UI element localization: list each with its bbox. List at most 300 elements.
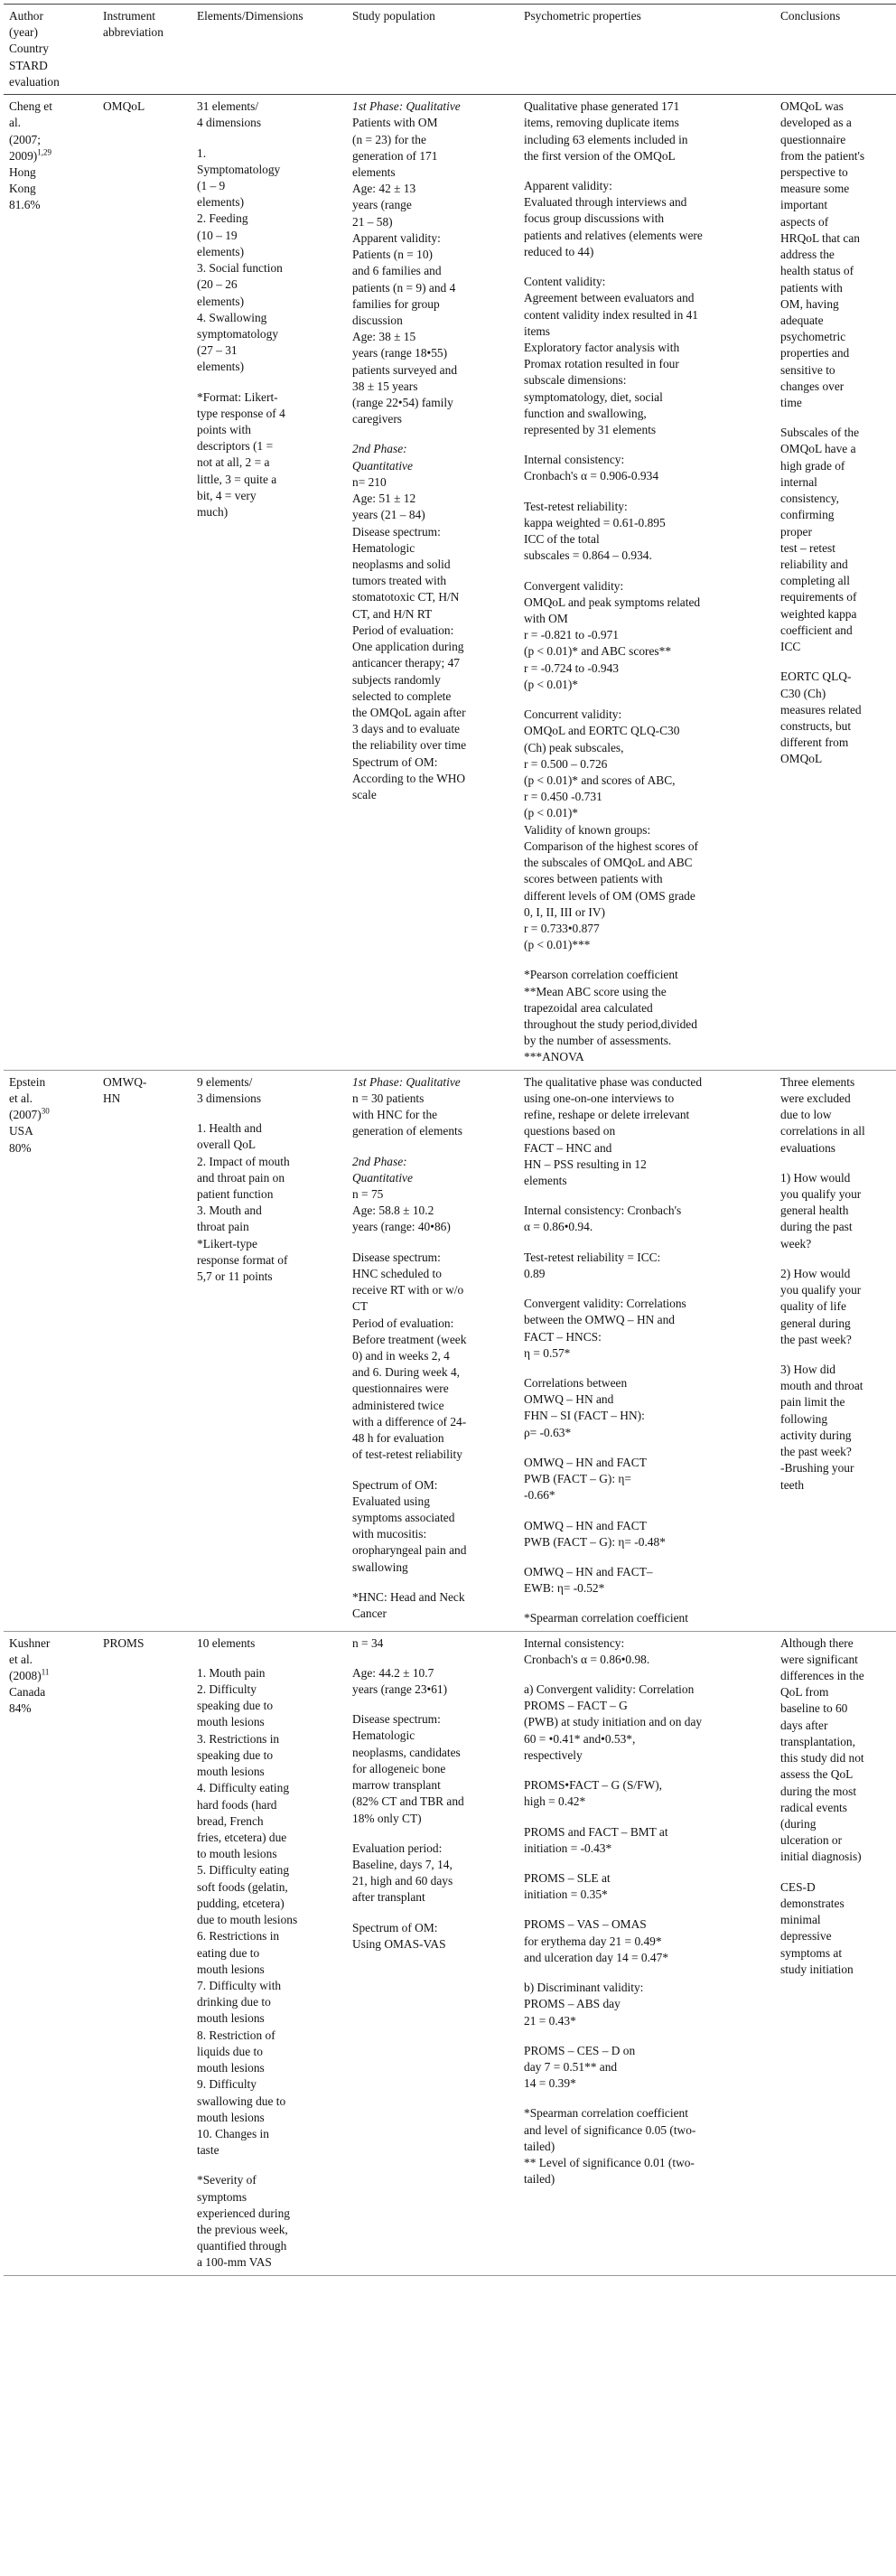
psychometric-line: including 63 elements included in — [524, 132, 688, 146]
conclusions-line: reliability and — [780, 557, 848, 571]
elements-line: 3 dimensions — [197, 1091, 262, 1105]
elements-line: bit, 4 = very — [197, 488, 257, 502]
psychometric-line: initiation = 0.35* — [524, 1888, 608, 1902]
study-row — [4, 95, 896, 1071]
psychometric-line: The qualitative phase was conducted — [524, 1074, 703, 1089]
conclusions-line: coefficient and — [780, 623, 853, 637]
conclusions-line: completing all — [780, 574, 850, 588]
population-line: (range 22•54) family — [352, 396, 453, 410]
header-abbreviation — [98, 5, 191, 95]
line-gap — [524, 1362, 770, 1375]
conclusions-line: due to low — [780, 1108, 832, 1122]
psychometric-line: with OM — [524, 612, 568, 625]
line-gap — [524, 438, 770, 452]
elements-line: symptomatology — [197, 326, 279, 341]
elements-cell — [191, 1070, 347, 1631]
population-line: elements — [352, 164, 396, 179]
elements-line: 1. — [197, 145, 207, 160]
conclusions-line: the past week? — [780, 1332, 852, 1346]
elements-line: 4. Difficulty eating — [197, 1781, 290, 1795]
author-line: $(2008)^{11}$ — [9, 1667, 50, 1683]
conclusions-line: 1) How would — [780, 1170, 851, 1185]
author-line: Hong — [9, 164, 36, 179]
abbreviation-cell — [98, 1070, 191, 1631]
elements-line: 3. Restrictions in — [197, 1731, 280, 1746]
line-gap — [524, 1903, 770, 1916]
conclusions-line: 3) How did — [780, 1362, 835, 1376]
population-line: According to the WHO — [352, 771, 466, 785]
elements-line: not at all, 2 = a — [197, 455, 270, 470]
conclusions-line: general during — [780, 1316, 851, 1330]
elements-line: elements) — [197, 195, 245, 210]
population-line: Hematologic — [352, 540, 415, 555]
author-line: Kushner — [9, 1635, 51, 1650]
header-author — [4, 5, 98, 95]
psychometric-line: HN – PSS resulting in 12 — [524, 1157, 647, 1171]
psychometric-line: Evaluated through interviews and — [524, 195, 687, 210]
conclusions-line: sensitive to — [780, 362, 835, 377]
line-gap — [524, 1504, 770, 1518]
psychometric-line: subscale dimensions: — [524, 373, 627, 388]
conclusions-line: OMQoL was — [780, 99, 844, 114]
population-cell — [347, 1631, 518, 2275]
psychometric-line: *Spearman correlation coefficient — [524, 2106, 688, 2121]
elements-line: liquids due to — [197, 2044, 263, 2058]
author-cell — [4, 95, 98, 1071]
line-gap — [524, 1668, 770, 1681]
population-line: patients (n = 9) and 4 — [352, 280, 456, 295]
psychometric-line: function and swallowing, — [524, 406, 647, 420]
psychometric-line: Cronbach's α = 0.906-0.934 — [524, 469, 659, 483]
psychometric-line: Convergent validity: Correlations — [524, 1297, 686, 1311]
elements-line: little, 3 = quite a — [197, 472, 277, 486]
psychometric-instruments-table — [4, 4, 896, 2276]
psychometric-line: (p < 0.01)* and scores of ABC, — [524, 773, 676, 787]
line-gap — [524, 2092, 770, 2105]
elements-line: quantified through — [197, 2239, 287, 2253]
psychometric-line: Qualitative phase generated 171 — [524, 99, 680, 114]
population-line: Disease spectrum: — [352, 1712, 441, 1727]
elements-line: (10 – 19 — [197, 228, 238, 242]
elements-line: *Likert-type — [197, 1236, 257, 1251]
conclusions-line: week? — [780, 1236, 812, 1251]
conclusions-line: you qualify your — [780, 1283, 862, 1297]
conclusions-line: CES-D — [780, 1879, 816, 1894]
psychometric-line: *Pearson correlation coefficient — [524, 968, 678, 982]
population-line: 3 days and to evaluate — [352, 722, 460, 736]
psychometric-line: content validity index resulted in 41 — [524, 307, 699, 322]
line-gap — [352, 1698, 513, 1711]
conclusions-line: radical events — [780, 1800, 847, 1814]
conclusions-line: ICC — [780, 640, 801, 654]
conclusions-cell — [775, 1631, 896, 2275]
conclusions-line: you qualify your — [780, 1187, 862, 1201]
line-gap — [352, 1652, 513, 1665]
line-gap — [524, 1550, 770, 1564]
conclusions-line: important — [780, 198, 828, 212]
conclusions-line: consistency, — [780, 492, 839, 506]
elements-line: 1. Health and — [197, 1121, 262, 1136]
elements-line: a 100-mm VAS — [197, 2255, 272, 2270]
conclusions-line: weighted kappa — [780, 606, 857, 621]
psychometric-line: PROMS and FACT – BMT at — [524, 1824, 668, 1839]
header-author-line: Country — [9, 42, 49, 56]
population-line: Age: 38 ± 15 — [352, 330, 416, 344]
line-gap — [780, 1866, 896, 1879]
population-line: *HNC: Head and Neck — [352, 1589, 465, 1604]
conclusions-line: patients with — [780, 280, 843, 295]
line-gap — [780, 411, 896, 425]
conclusions-line: high grade of — [780, 458, 845, 473]
psychometric-line: ***ANOVA — [524, 1050, 584, 1064]
elements-line: 3. Mouth and — [197, 1204, 262, 1218]
conclusions-line: pain limit the — [780, 1395, 845, 1410]
population-line: 0) and in weeks 2, 4 — [352, 1348, 450, 1363]
psychometric-line: patients and relatives (elements were — [524, 228, 703, 242]
elements-line: eating due to — [197, 1945, 260, 1960]
psychometric-line: tailed) — [524, 2172, 555, 2187]
author-line: Canada — [9, 1685, 46, 1700]
population-line: years (range 18•55) — [352, 346, 448, 361]
psychometric-line: 21 = 0.43* — [524, 2013, 576, 2028]
psychometric-line: PWB (FACT – G): η= — [524, 1472, 631, 1486]
conclusions-line: perspective to — [780, 164, 848, 179]
population-line: oropharyngeal pain and — [352, 1543, 467, 1558]
author-line: Cheng et — [9, 99, 52, 114]
psychometric-line: and ulceration day 14 = 0.47* — [524, 1950, 669, 1964]
psychometric-line: Internal consistency: Cronbach's — [524, 1204, 682, 1218]
psychometric-line: (p < 0.01)*** — [524, 938, 591, 952]
line-gap — [524, 164, 770, 178]
population-line: CT — [352, 1299, 369, 1314]
population-line: with mucositis: — [352, 1527, 427, 1541]
conclusions-line: initial diagnosis) — [780, 1850, 862, 1864]
elements-line: (1 – 9 — [197, 178, 226, 192]
population-line: Cancer — [352, 1606, 387, 1621]
elements-line: much) — [197, 505, 229, 520]
conclusions-line: during the most — [780, 1784, 857, 1798]
elements-line: pudding, etcetera) — [197, 1896, 285, 1910]
abbreviation-cell — [98, 95, 191, 1071]
line-gap — [352, 1464, 513, 1477]
line-gap — [197, 1107, 341, 1120]
study-row — [4, 1631, 896, 2275]
elements-line: to mouth lesions — [197, 1847, 277, 1861]
elements-line: mouth lesions — [197, 2110, 265, 2124]
abbreviation-line: OMWQ- — [103, 1074, 147, 1089]
population-line: discussion — [352, 313, 403, 327]
population-line: (82% CT and TBR and — [352, 1794, 464, 1809]
conclusions-line: baseline to 60 — [780, 1701, 848, 1716]
population-line: of test-retest reliability — [352, 1447, 462, 1462]
psychometric-line: between the OMWQ – HN and — [524, 1313, 675, 1327]
conclusions-line: ulceration or — [780, 1833, 843, 1848]
elements-line: speaking due to — [197, 1699, 274, 1713]
psychometric-line: 60 = •0.41* and•0.53*, — [524, 1731, 636, 1746]
elements-line: 2. Difficulty — [197, 1682, 257, 1697]
elements-line: speaking due to — [197, 1747, 274, 1762]
population-line: Age: 42 ± 13 — [352, 182, 416, 196]
psychometric-line: r = 0.500 – 0.726 — [524, 756, 608, 771]
conclusions-line: study initiation — [780, 1962, 854, 1976]
psychometric-line: PROMS – CES – D on — [524, 2043, 636, 2057]
elements-line: fries, etcetera) due — [197, 1831, 287, 1844]
psychometric-line: r = 0.733•0.877 — [524, 921, 600, 935]
population-line: Apparent validity: — [352, 230, 441, 245]
elements-line: Symptomatology — [197, 162, 281, 176]
population-line: 48 h for evaluation — [352, 1431, 444, 1446]
population-line: (n = 23) for the — [352, 132, 426, 146]
psychometric-line: PROMS – FACT – G — [524, 1699, 628, 1713]
psychometric-line: **Mean ABC score using the — [524, 984, 667, 998]
elements-line: experienced during — [197, 2206, 290, 2220]
psychometric-line: Validity of known groups: — [524, 822, 651, 837]
author-line: $(2007)^{30}$ — [9, 1106, 50, 1122]
conclusions-line: aspects of — [780, 214, 829, 229]
conclusions-line: teeth — [780, 1477, 805, 1492]
psychometric-line: subscales = 0.864 – 0.934. — [524, 548, 652, 563]
elements-line: soft foods (gelatin, — [197, 1879, 288, 1894]
population-line: Period of evaluation: — [352, 623, 454, 637]
conclusions-line: properties and — [780, 346, 850, 361]
psychometric-line: Exploratory factor analysis with — [524, 340, 680, 354]
elements-line: 8. Restriction of — [197, 2028, 275, 2042]
author-line: 80% — [9, 1140, 32, 1155]
conclusions-line: psychometric — [780, 330, 846, 344]
elements-line: *Severity of — [197, 2173, 257, 2187]
conclusions-line: different from — [780, 735, 849, 750]
line-gap — [524, 1857, 770, 1870]
population-line: receive RT with or w/o — [352, 1283, 464, 1297]
elements-line: mouth lesions — [197, 1962, 265, 1976]
population-line: the OMQoL again after — [352, 705, 466, 719]
psychometric-line: symptomatology, diet, social — [524, 389, 663, 404]
psychometric-line: a) Convergent validity: Correlation — [524, 1682, 695, 1697]
conclusions-line: evaluations — [780, 1140, 835, 1155]
elements-line: 1. Mouth pain — [197, 1665, 266, 1680]
conclusions-line: EORTC QLQ- — [780, 670, 852, 684]
conclusions-line: the past week? — [780, 1445, 852, 1459]
population-line: generation of 171 — [352, 148, 438, 163]
psychometric-line: PROMS – VAS – OMAS — [524, 1917, 647, 1932]
psychometric-line: PROMS – ABS day — [524, 1997, 621, 2011]
elements-line: elements) — [197, 244, 245, 258]
elements-line: 2. Feeding — [197, 211, 248, 226]
conclusions-line: questionnaire — [780, 132, 846, 146]
population-line: Spectrum of OM: — [352, 1477, 438, 1492]
population-line: symptoms associated — [352, 1510, 455, 1524]
line-gap — [780, 655, 896, 669]
conclusions-line: measure some — [780, 182, 850, 196]
population-line: caregivers — [352, 412, 403, 426]
conclusions-line: 2) How would — [780, 1266, 851, 1280]
conclusions-line: Although there — [780, 1635, 854, 1650]
population-line: stomatotoxic CT, H/N — [352, 590, 460, 604]
header-abbr-line: abbreviation — [103, 25, 163, 40]
conclusions-line: confirming — [780, 508, 835, 522]
population-line: Spectrum of OM: — [352, 1920, 438, 1934]
conclusions-line: quality of life — [780, 1299, 846, 1314]
line-gap — [524, 1189, 770, 1203]
conclusions-line: activity during — [780, 1428, 852, 1442]
population-line: Spectrum of OM: — [352, 754, 438, 769]
population-line: Disease spectrum: — [352, 524, 441, 539]
author-line: 81.6% — [9, 198, 41, 212]
line-gap — [197, 2159, 341, 2172]
psychometric-line: day 7 = 0.51** and — [524, 2059, 618, 2074]
elements-line: type response of 4 — [197, 406, 285, 420]
conclusions-line: during the past — [780, 1220, 853, 1234]
elements-line: overall QoL — [197, 1138, 257, 1152]
elements-line: 5,7 or 11 points — [197, 1269, 273, 1284]
psychometric-line: scores between patients with — [524, 872, 663, 886]
psychometric-line: EWB: η= -0.52* — [524, 1581, 605, 1596]
population-line: 18% only CT) — [352, 1811, 422, 1825]
psychometric-line: 0.89 — [524, 1266, 546, 1280]
conclusions-line: OMQoL — [780, 752, 823, 766]
elements-line: throat pain — [197, 1220, 249, 1234]
header-row — [4, 5, 896, 95]
psychometric-line: Agreement between evaluators and — [524, 291, 695, 305]
population-line: the reliability over time — [352, 738, 467, 753]
line-gap — [524, 485, 770, 499]
line-gap — [524, 565, 770, 578]
header-conclusions: Conclusions — [775, 5, 896, 95]
psychometric-line: OMWQ – HN and — [524, 1392, 614, 1407]
psychometric-line: different levels of OM (OMS grade — [524, 888, 695, 903]
conclusions-line: demonstrates — [780, 1896, 845, 1910]
population-line: scale — [352, 788, 377, 802]
psychometric-line: by the number of assessments. — [524, 1034, 672, 1048]
conclusions-line: OMQoL have a — [780, 442, 856, 456]
population-line: Evaluation period: — [352, 1841, 443, 1855]
population-line: n = 34 — [352, 1635, 384, 1650]
reference-superscript: 30 — [41, 1106, 50, 1116]
line-gap — [780, 1252, 896, 1266]
line-gap — [352, 427, 513, 441]
elements-line: the previous week, — [197, 2223, 288, 2237]
table-header — [4, 5, 896, 95]
conclusions-line: test – retest — [780, 540, 835, 555]
psychometric-line: refine, reshape or delete irrelevant — [524, 1108, 690, 1122]
conclusions-line: constructs, but — [780, 718, 852, 733]
psychometric-line: initiation = -0.43* — [524, 1841, 612, 1855]
psychometric-line: items — [524, 323, 551, 338]
psychometric-line: 14 = 0.39* — [524, 2076, 576, 2091]
conclusions-line: -Brushing your — [780, 1461, 854, 1475]
psychometric-line: using one-on-one interviews to — [524, 1091, 675, 1105]
author-line: Kong — [9, 182, 36, 196]
psychometric-line: η = 0.57* — [524, 1345, 571, 1360]
conclusions-line: measures related — [780, 702, 862, 717]
population-line: Patients with OM — [352, 116, 438, 130]
psychometric-line: high = 0.42* — [524, 1794, 586, 1809]
psychometric-line: OMWQ – HN and FACT — [524, 1518, 647, 1532]
psychometric-cell — [518, 1631, 775, 2275]
abbreviation-line: OMQoL — [103, 99, 145, 114]
elements-line: *Format: Likert- — [197, 389, 278, 404]
elements-line: 7. Difficulty with — [197, 1978, 282, 1992]
conclusions-cell — [775, 1070, 896, 1631]
conclusions-line: transplantation, — [780, 1734, 855, 1748]
conclusions-line: differences in the — [780, 1669, 864, 1683]
psychometric-line: r = -0.724 to -0.943 — [524, 660, 619, 675]
population-line: for allogeneic bone — [352, 1761, 446, 1775]
population-line: n= 210 — [352, 474, 387, 489]
population-line: 1st Phase: Qualitative — [352, 99, 461, 114]
psychometric-line: (p < 0.01)* — [524, 806, 578, 820]
author-line: USA — [9, 1124, 33, 1138]
conclusions-line: time — [780, 396, 802, 410]
line-gap — [352, 1140, 513, 1154]
population-line: CT, and H/N RT — [352, 606, 433, 621]
population-line: patients surveyed and — [352, 362, 458, 377]
population-line: 2nd Phase: — [352, 1154, 407, 1168]
conclusions-line: proper — [780, 524, 812, 539]
elements-line: drinking due to — [197, 1995, 271, 2009]
psychometric-line: FACT – HNCS: — [524, 1329, 602, 1344]
elements-line: bread, French — [197, 1813, 264, 1828]
header-author-line: (year) — [9, 25, 38, 40]
psychometric-line: PWB (FACT – G): η= -0.48* — [524, 1534, 666, 1549]
population-line: 2nd Phase: — [352, 442, 407, 456]
line-gap — [524, 260, 770, 274]
psychometric-line: questions based on — [524, 1124, 616, 1138]
conclusions-line: C30 (Ch) — [780, 686, 826, 700]
population-line: marrow transplant — [352, 1778, 441, 1793]
psychometric-line: OMWQ – HN and FACT — [524, 1455, 647, 1469]
line-gap — [352, 1827, 513, 1841]
line-gap — [524, 1597, 770, 1610]
population-line: years (range 23•61) — [352, 1682, 448, 1697]
conclusions-line: symptoms at — [780, 1945, 843, 1960]
population-line: Quantitative — [352, 1170, 413, 1185]
population-line: subjects randomly — [352, 672, 441, 687]
population-line: Evaluated using — [352, 1494, 430, 1508]
population-line: years (range — [352, 198, 412, 212]
population-line: with a difference of 24- — [352, 1414, 467, 1429]
psychometric-line: Promax rotation resulted in four — [524, 357, 679, 371]
psychometric-line: Convergent validity: — [524, 578, 624, 593]
psychometric-line: ρ= -0.63* — [524, 1425, 572, 1439]
line-gap — [197, 1652, 341, 1665]
psychometric-line: elements — [524, 1174, 567, 1187]
conclusions-line: OM, having — [780, 296, 839, 311]
psychometric-line: -0.66* — [524, 1488, 555, 1503]
header-author-line: evaluation — [9, 74, 60, 89]
psychometric-line: Test-retest reliability = ICC: — [524, 1250, 661, 1264]
population-line: neoplasms, candidates — [352, 1745, 461, 1759]
psychometric-cell — [518, 95, 775, 1071]
population-line: HNC scheduled to — [352, 1266, 442, 1280]
population-cell — [347, 1070, 518, 1631]
psychometric-line: Correlations between — [524, 1375, 628, 1390]
psychometric-line: the subscales of OMQoL and ABC — [524, 856, 693, 870]
elements-line: and throat pain on — [197, 1170, 285, 1185]
line-gap — [524, 693, 770, 707]
population-line: n = 75 — [352, 1187, 384, 1201]
psychometric-line: and level of significance 0.05 (two- — [524, 2122, 696, 2137]
psychometric-line: kappa weighted = 0.61-0.895 — [524, 515, 666, 529]
elements-line: 2. Impact of mouth — [197, 1154, 290, 1168]
line-gap — [524, 1236, 770, 1250]
header-author-line: Author — [9, 9, 43, 23]
elements-cell — [191, 1631, 347, 2275]
abbreviation-line: HN — [103, 1091, 121, 1105]
elements-line: mouth lesions — [197, 1765, 265, 1779]
psychometric-line: (Ch) peak subscales, — [524, 740, 624, 754]
author-line: 2009)$^{1,29}$ — [9, 147, 51, 163]
